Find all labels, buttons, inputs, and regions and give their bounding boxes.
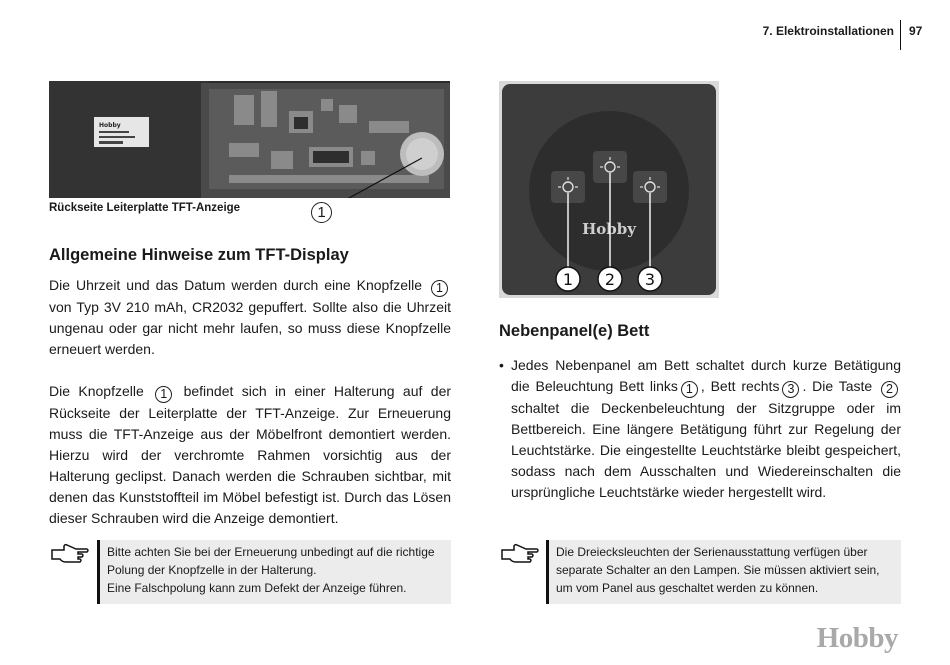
note-polarity-line1: Bitte achten Sie bei der Erneuerung unbedingt auf die richtige Polung der Knopfzelle in der Halterung. (107, 545, 435, 577)
note-box-lamps (546, 540, 901, 604)
p1-text-a: Die Uhrzeit und das Datum werden durch eine Knopfzelle (49, 277, 423, 293)
hobby-logo: Hobby (816, 622, 898, 654)
pcb-sticker-brand: Hobby (99, 122, 121, 129)
note-box-polarity (97, 540, 451, 604)
note-polarity-line2: Eine Falschpolung kann zum Defekt der Anzeige führen. (107, 581, 407, 595)
inline-ref-1: 1 (431, 280, 448, 297)
bullet-text-c: . Die Taste (802, 378, 873, 394)
section-heading-tft: Allgemeine Hinweise zum TFT-Display (49, 246, 349, 264)
paragraph-battery-holder (49, 381, 451, 529)
panel-callout-1: 1 (562, 270, 574, 289)
bullet-text-d: schaltet die Deckenbeleuchtung der Sitzgruppe oder im Bettbereich. Eine längere Betätigung führt zur Regelung der Leuchtstärke. Die eingestellte Leuchtstärke bleibt gespeichert, sodass nach dem Ausschalten und Wiedereinschalten die ursprüngliche Leuchtstärke wieder hergestellt wird. (511, 399, 901, 500)
bullet-text-b: , Bett rechts (700, 378, 780, 394)
panel-brand-logo: Hobby (582, 220, 636, 238)
bullet-bed-panel (499, 355, 901, 503)
figure-caption-pcb: Rückseite Leiterplatte TFT-Anzeige (49, 202, 241, 214)
callout-1-pcb: 1 (311, 202, 332, 223)
page-number: 97 (909, 24, 923, 38)
side-panel-photo (499, 81, 719, 298)
header-divider (900, 20, 901, 50)
bullet-text (511, 355, 901, 503)
paragraph-battery-intro (49, 275, 451, 360)
inline-ref-3: 3 (782, 381, 799, 398)
section-heading-bed-panel: Nebenpanel(e) Bett (499, 322, 650, 340)
note-lamps-text: Die Dreiecksleuchten der Serienausstattung verfügen über separate Schalter an den Lampen. Sie müssen aktiviert sein, um vom Panel aus geschaltet werden zu können. (556, 545, 880, 595)
p1-text-b: von Typ 3V 210 mAh, CR2032 gepuffert. Sollte also die Uhrzeit ungenau oder gar nicht mehr laufen, so muss diese Knopfzelle erneuert werden. (49, 298, 451, 357)
side-panel-illustration (499, 81, 719, 298)
inline-ref-2: 2 (881, 381, 898, 398)
bullet-text-a: Jedes Nebenpanel am Bett schaltet durch kurze Betätigung die Beleuchtung Bett links (511, 357, 901, 394)
inline-ref-1c: 1 (681, 381, 698, 398)
pointing-hand-icon (500, 540, 540, 564)
pointing-hand-icon (50, 540, 90, 564)
pcb-illustration (49, 81, 450, 198)
bullet-dot: • (499, 357, 504, 373)
pcb-photo (49, 81, 450, 198)
chapter-title: 7. Elektroinstallationen (762, 24, 894, 38)
p2-text-b: befindet sich in einer Halterung auf der Rückseite der Leiterplatte der TFT-Anzeige. Zur Erneuerung muss die TFT-Anzeige aus der Möbelfront demontiert werden. Hierzu wird der verchromte Rahmen vorsichtig aus der Halterung geclipst. Danach werden die Schrauben sichtbar, mit denen das Kunststoffteil im Möbel befestigt ist. Durch das Lösen dieser Schrauben wird die Anzeige demontiert. (49, 383, 452, 526)
p2-text-a: Die Knopfzelle (49, 383, 144, 399)
panel-callout-2: 2 (604, 270, 616, 289)
panel-callout-3: 3 (644, 270, 656, 289)
inline-ref-1b: 1 (155, 386, 172, 403)
